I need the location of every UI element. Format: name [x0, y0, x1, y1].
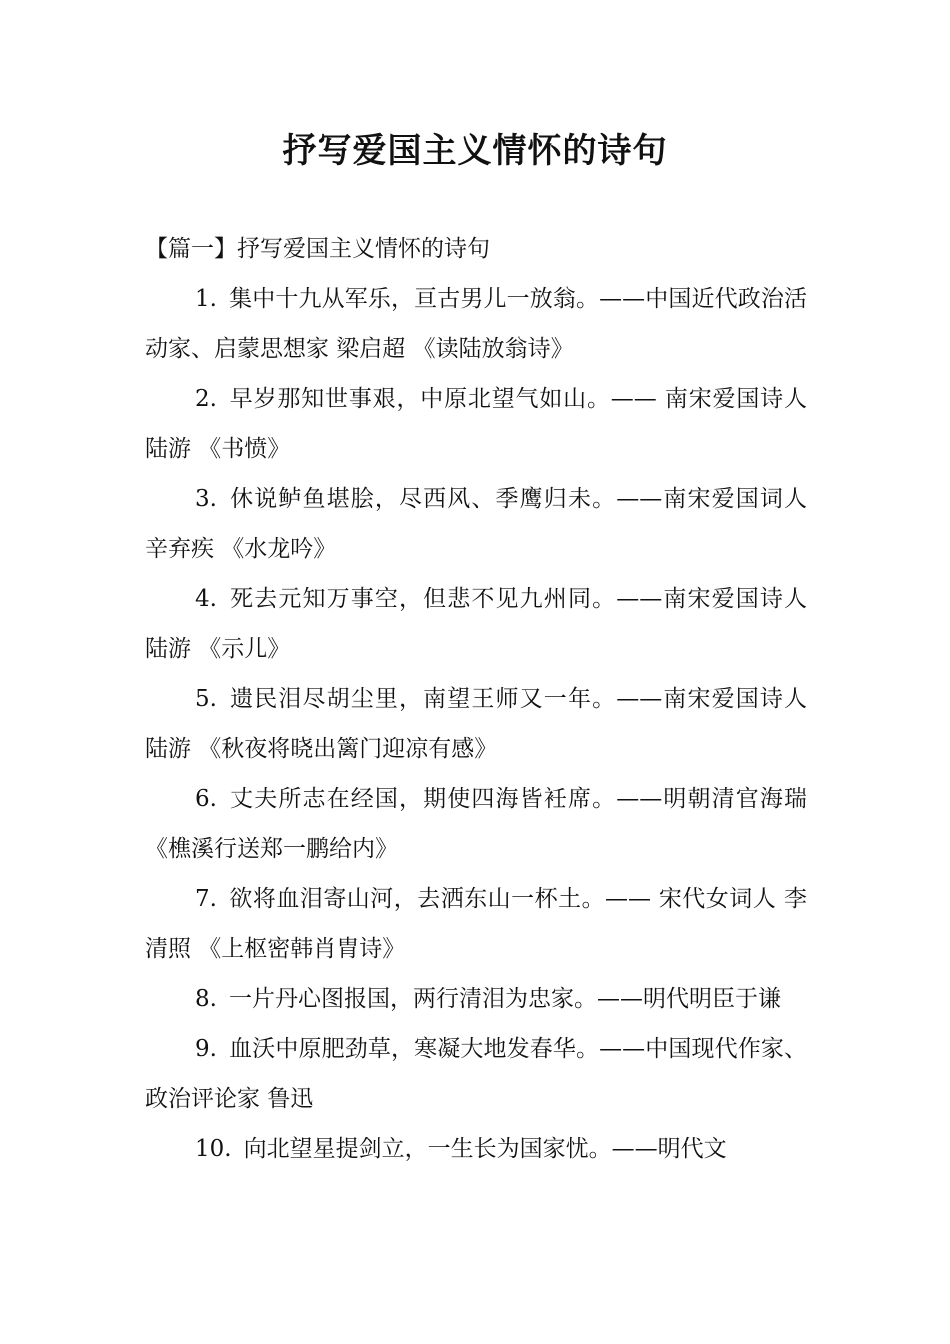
poem-entry-2 — [145, 374, 807, 474]
poem-entry-4 — [145, 574, 807, 674]
poem-text: 欲将血泪寄山河，去洒东山一杯土。—— 宋代女词人 李清照 《上枢密韩肖胄诗》 — [145, 886, 807, 962]
document-body — [145, 224, 807, 1174]
poem-number: 3. — [195, 486, 217, 512]
poem-text: 死去元知万事空，但悲不见九州同。——南宋爱国诗人 陆游 《示儿》 — [145, 586, 807, 662]
poem-number: 1. — [195, 286, 217, 312]
poem-text: 集中十九从军乐，亘古男儿一放翁。——中国近代政治活动家、启蒙思想家 梁启超 《读陆放翁诗》 — [145, 286, 807, 362]
section-heading: 【篇一】抒写爱国主义情怀的诗句 — [145, 236, 490, 262]
poem-text: 向北望星提剑立，一生长为国家忧。——明代文 — [243, 1136, 727, 1162]
poem-text: 血沃中原肥劲草，寒凝大地发春华。——中国现代作家、政治评论家 鲁迅 — [145, 1036, 807, 1112]
poem-text: 一片丹心图报国，两行清泪为忠家。——明代明臣于谦 — [228, 986, 781, 1012]
document-title: 抒写爱国主义情怀的诗句 — [282, 131, 668, 171]
poem-entry-8 — [145, 974, 807, 1024]
poem-number: 10. — [195, 1136, 232, 1162]
poem-entry-1 — [145, 274, 807, 374]
poem-number: 7. — [195, 886, 217, 912]
poem-text: 休说鲈鱼堪脍，尽西风、季鹰归未。——南宋爱国词人 辛弃疾 《水龙吟》 — [145, 486, 807, 562]
poem-text: 早岁那知世事艰，中原北望气如山。—— 南宋爱国诗人 陆游 《书愤》 — [145, 386, 807, 462]
poem-entry-6 — [145, 774, 807, 874]
poem-entry-7 — [145, 874, 807, 974]
poem-number: 2. — [195, 386, 217, 412]
poem-text: 丈夫所志在经国，期使四海皆衽席。——明朝清官海瑞 《樵溪行送郑一鹏给内》 — [145, 786, 807, 862]
poem-number: 6. — [195, 786, 217, 812]
poem-number: 4. — [195, 586, 217, 612]
poem-entry-10 — [145, 1124, 807, 1174]
poem-number: 8. — [195, 986, 217, 1012]
poem-number: 9. — [195, 1036, 217, 1062]
poem-entry-3 — [145, 474, 807, 574]
poem-entry-5 — [145, 674, 807, 774]
poem-text: 遗民泪尽胡尘里，南望王师又一年。——南宋爱国诗人 陆游 《秋夜将晓出篱门迎凉有感》 — [145, 686, 807, 762]
poem-entry-9 — [145, 1024, 807, 1124]
poem-number: 5. — [195, 686, 217, 712]
